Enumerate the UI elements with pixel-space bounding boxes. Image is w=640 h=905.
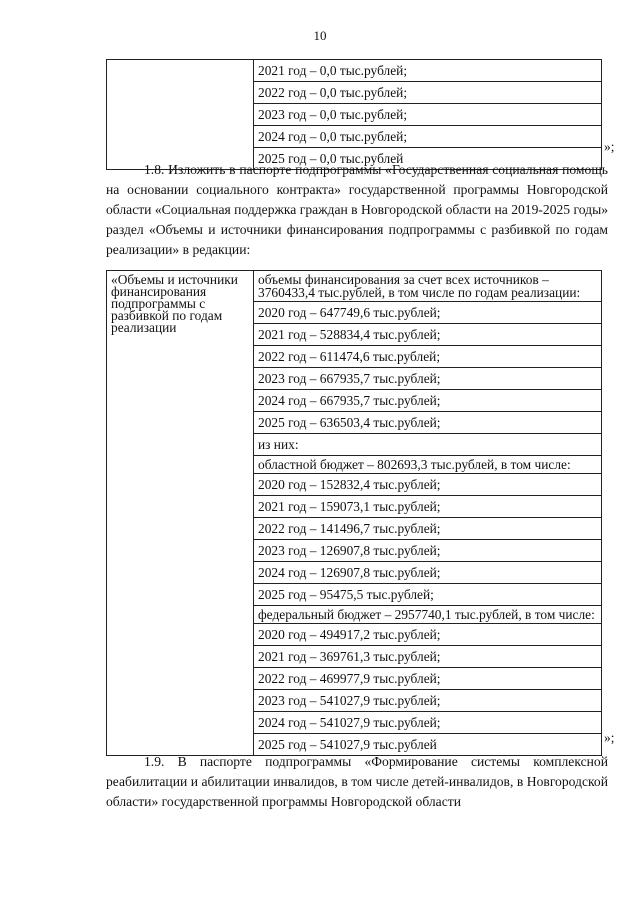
empty-left-cell xyxy=(107,60,254,170)
federal-year-row: 2022 год – 469977,9 тыс.рублей; xyxy=(254,668,601,690)
funding-details-cell xyxy=(254,271,602,756)
federal-year-row: 2025 год – 541027,9 тыс.рублей xyxy=(258,737,437,752)
paragraph-text: 1.9. В паспорте подпрограммы «Формирование системы комплексной реабилитации и абилитации инвалидов, в том числе детей-инвалидов, в Новгородской области» государственной программы Новгородской области xyxy=(106,754,608,809)
total-year-row: 2020 год – 647749,6 тыс.рублей; xyxy=(254,302,601,324)
total-year-row: 2023 год – 667935,7 тыс.рублей; xyxy=(254,368,601,390)
federal-year-row: 2023 год – 541027,9 тыс.рублей; xyxy=(254,690,601,712)
regional-budget-intro: областной бюджет – 802693,3 тыс.рублей, в том числе: xyxy=(254,456,601,474)
table-closing-mark: »; xyxy=(604,139,615,154)
paragraph-text: 1.8. Изложить в паспорте подпрограммы «Государственная социальная помощь на основании социального контракта» государственной программы Новгородской области «Социальная поддержка граждан в Новгородской области на 2019-2025 годы» раздел «Объемы и источники финансирования подпрограммы с разбивкой по годам реализации» в редакции: xyxy=(106,162,608,257)
year-rows-cell xyxy=(254,60,602,170)
regional-year-row: 2022 год – 141496,7 тыс.рублей; xyxy=(254,518,601,540)
paragraph-1-9 xyxy=(106,752,608,812)
table-closing-mark: »; xyxy=(604,730,615,745)
total-year-row: 2024 год – 667935,7 тыс.рублей; xyxy=(254,390,601,412)
regional-year-row: 2020 год – 152832,4 тыс.рублей; xyxy=(254,474,601,496)
page-number: 10 xyxy=(313,28,327,43)
paragraph-1-8 xyxy=(106,160,608,260)
year-row: 2025 год – 0,0 тыс.рублей xyxy=(258,151,404,166)
section-label: «Объемы и источники финансирования подпрограммы с разбивкой по годам реализации xyxy=(111,272,238,335)
total-year-row: 2021 год – 528834,4 тыс.рублей; xyxy=(254,324,601,346)
year-row: 2022 год – 0,0 тыс.рублей; xyxy=(254,82,601,104)
federal-year-row: 2020 год – 494917,2 тыс.рублей; xyxy=(254,624,601,646)
federal-budget-intro: федеральный бюджет – 2957740,1 тыс.рублей, в том числе: xyxy=(254,606,601,624)
total-funding-intro: объемы финансирования за счет всех источников – 3760433,4 тыс.рублей, в том числе по годам реализации: xyxy=(254,271,601,302)
regional-year-row: 2025 год – 95475,5 тыс.рублей; xyxy=(254,584,601,606)
federal-year-row: 2024 год – 541027,9 тыс.рублей; xyxy=(254,712,601,734)
federal-year-row: 2021 год – 369761,3 тыс.рублей; xyxy=(254,646,601,668)
regional-year-row: 2021 год – 159073,1 тыс.рублей; xyxy=(254,496,601,518)
total-year-row: 2025 год – 636503,4 тыс.рублей; xyxy=(254,412,601,434)
regional-year-row: 2023 год – 126907,8 тыс.рублей; xyxy=(254,540,601,562)
funding-table xyxy=(106,270,602,756)
regional-year-row: 2024 год – 126907,8 тыс.рублей; xyxy=(254,562,601,584)
funding-table-continued xyxy=(106,59,602,170)
section-label-cell xyxy=(107,271,254,756)
year-row: 2023 год – 0,0 тыс.рублей; xyxy=(254,104,601,126)
total-year-row: 2022 год – 611474,6 тыс.рублей; xyxy=(254,346,601,368)
year-row: 2024 год – 0,0 тыс.рублей; xyxy=(254,126,601,148)
year-row: 2021 год – 0,0 тыс.рублей; xyxy=(254,60,601,82)
of-them-label: из них: xyxy=(254,434,601,456)
